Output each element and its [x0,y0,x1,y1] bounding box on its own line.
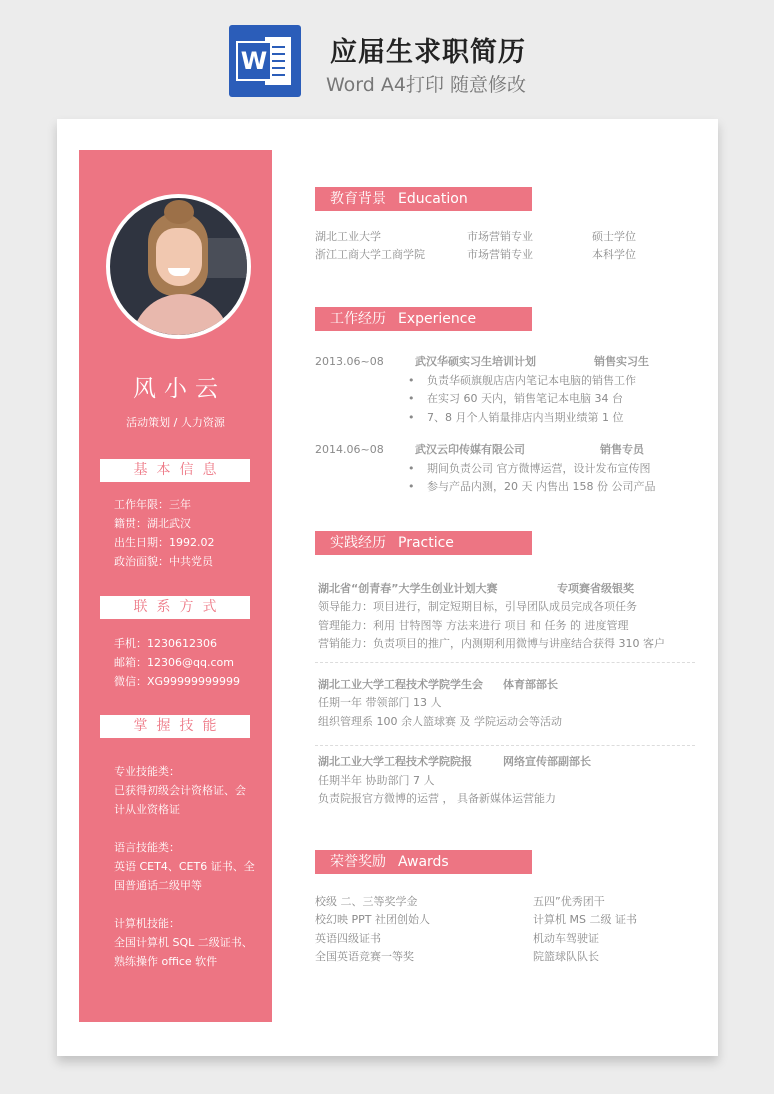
basic-info-line: 工作年限：三年 [114,498,191,511]
contact-wechat: 微信：XG99999999999 [114,675,241,688]
skills-line: 语言技能类： [114,841,180,854]
practice-title: 湖北省“创青春”大学生创业计划大赛 [318,582,498,595]
practice-line: 负责院报官方微博的运营 ， 具备新媒体运营能力 [318,792,556,805]
skills-line: 国普通话二级甲等 [114,879,202,892]
practice-heading-cn: 实践经历 [330,535,386,551]
experience-heading-cn: 工作经历 [330,311,386,327]
resume-page [57,119,718,1056]
award-item: 校级 二、三等奖学金 [315,895,418,908]
job-company: 武汉华硕实习生培训计划 [415,355,536,368]
job-company: 武汉云印传媒有限公司 [415,443,525,456]
avatar-photo [106,194,251,339]
skills-line: 熟练操作 office 软件 [114,955,218,968]
banner-subtitle: Word A4打印 随意修改 [326,74,527,96]
banner-title: 应届生求职简历 [330,37,526,68]
practice-line: 任期半年 协助部门 7 人 [318,774,435,787]
education-heading-cn: 教育背景 [330,191,386,207]
awards-heading-en: Awards [398,854,449,870]
award-item: 计算机 MS 二级 证书 [533,913,637,926]
profile-name: 风小云 [133,376,226,402]
contact-list [114,634,240,691]
skills-line: 英语 CET4、CET6 证书、全 [114,860,255,873]
contact-email: 邮箱：12306@qq.com [114,656,234,669]
sidebar [79,150,272,1022]
award-item: 校幻映 PPT 社团创始人 [315,913,430,926]
skills-heading: 掌握技能 [100,715,250,738]
practice-line: 组织管理系 100 余人篮球赛 及 学院运动会等活动 [318,715,562,728]
job-date: 2014.06~08 [315,443,384,456]
experience-heading-en: Experience [398,311,477,327]
skills-line: 计算机技能： [114,917,180,930]
award-item: 英语四级证书 [315,932,381,945]
skills-line: 计从业资格证 [114,803,180,816]
education-degree: 硕士学位 [592,230,636,243]
practice-line: 营销能力：负责项目的推广，内测期利用微博与讲座结合获得 310 客户 [318,637,665,650]
practice-award: 专项赛省级银奖 [557,582,634,595]
practice-award: 体育部部长 [503,678,558,691]
job-bullet: • 在实习 60 天内，销售笔记本电脑 34 台 [427,390,623,408]
practice-title: 湖北工业大学工程技术学院学生会 [318,678,483,691]
awards-heading-cn: 荣誉奖励 [330,854,386,870]
basic-info-list [114,495,215,571]
basic-info-line: 政治面貌：中共党员 [114,555,213,568]
job-bullet: • 期间负责公司 官方微博运营，设计发布宣传图 [427,460,651,478]
job-bullet: • 负责华硕旗舰店店内笔记本电脑的销售工作 [427,372,636,390]
word-logo-letter: W [236,41,272,81]
education-major: 市场营销专业 [467,230,533,243]
basic-info-line: 籍贯：湖北武汉 [114,517,191,530]
job-role: 销售实习生 [594,355,649,368]
practice-line: 领导能力：项目进行，制定短期目标，引导团队成员完成各项任务 [318,600,637,613]
practice-heading-en: Practice [398,535,454,551]
profile-subtitle: 活动策划 / 人力资源 [126,416,225,429]
skills-line: 已获得初级会计资格证、会 [114,784,246,797]
job-date: 2013.06~08 [315,355,384,368]
skills-line: 全国计算机 SQL 二级证书、 [114,936,253,949]
practice-title: 湖北工业大学工程技术学院院报 [318,755,472,768]
awards-heading [315,850,532,874]
award-item: 五四”优秀团干 [533,895,605,908]
job-bullet: • 参与产品内测，20 天 内售出 158 份 公司产品 [427,478,655,496]
award-item: 全国英语竞赛一等奖 [315,950,414,963]
job-bullet: • 7、8 月个人销量排店内当期业绩第 1 位 [427,409,623,427]
skills-list [114,762,255,971]
experience-heading [315,307,532,331]
education-major: 市场营销专业 [467,248,533,261]
education-school: 湖北工业大学 [315,230,381,243]
education-degree: 本科学位 [592,248,636,261]
job-role: 销售专员 [600,443,644,456]
education-school: 浙江工商大学工商学院 [315,248,425,261]
basic-info-line: 出生日期：1992.02 [114,536,215,549]
practice-divider [315,662,695,663]
practice-divider [315,745,695,746]
basic-info-heading: 基本信息 [100,459,250,482]
banner [0,0,774,110]
word-icon [229,25,301,97]
contact-phone: 手机：1230612306 [114,637,217,650]
practice-line: 管理能力：利用 甘特图等 方法来进行 项目 和 任务 的 进度管理 [318,619,629,632]
education-heading-en: Education [398,191,468,207]
award-item: 院篮球队队长 [533,950,599,963]
practice-award: 网络宣传部副部长 [503,755,591,768]
award-item: 机动车驾驶证 [533,932,599,945]
contact-heading: 联系方式 [100,596,250,619]
skills-line: 专业技能类： [114,765,180,778]
practice-line: 任期一年 带领部门 13 人 [318,696,442,709]
education-heading [315,187,532,211]
practice-heading [315,531,532,555]
